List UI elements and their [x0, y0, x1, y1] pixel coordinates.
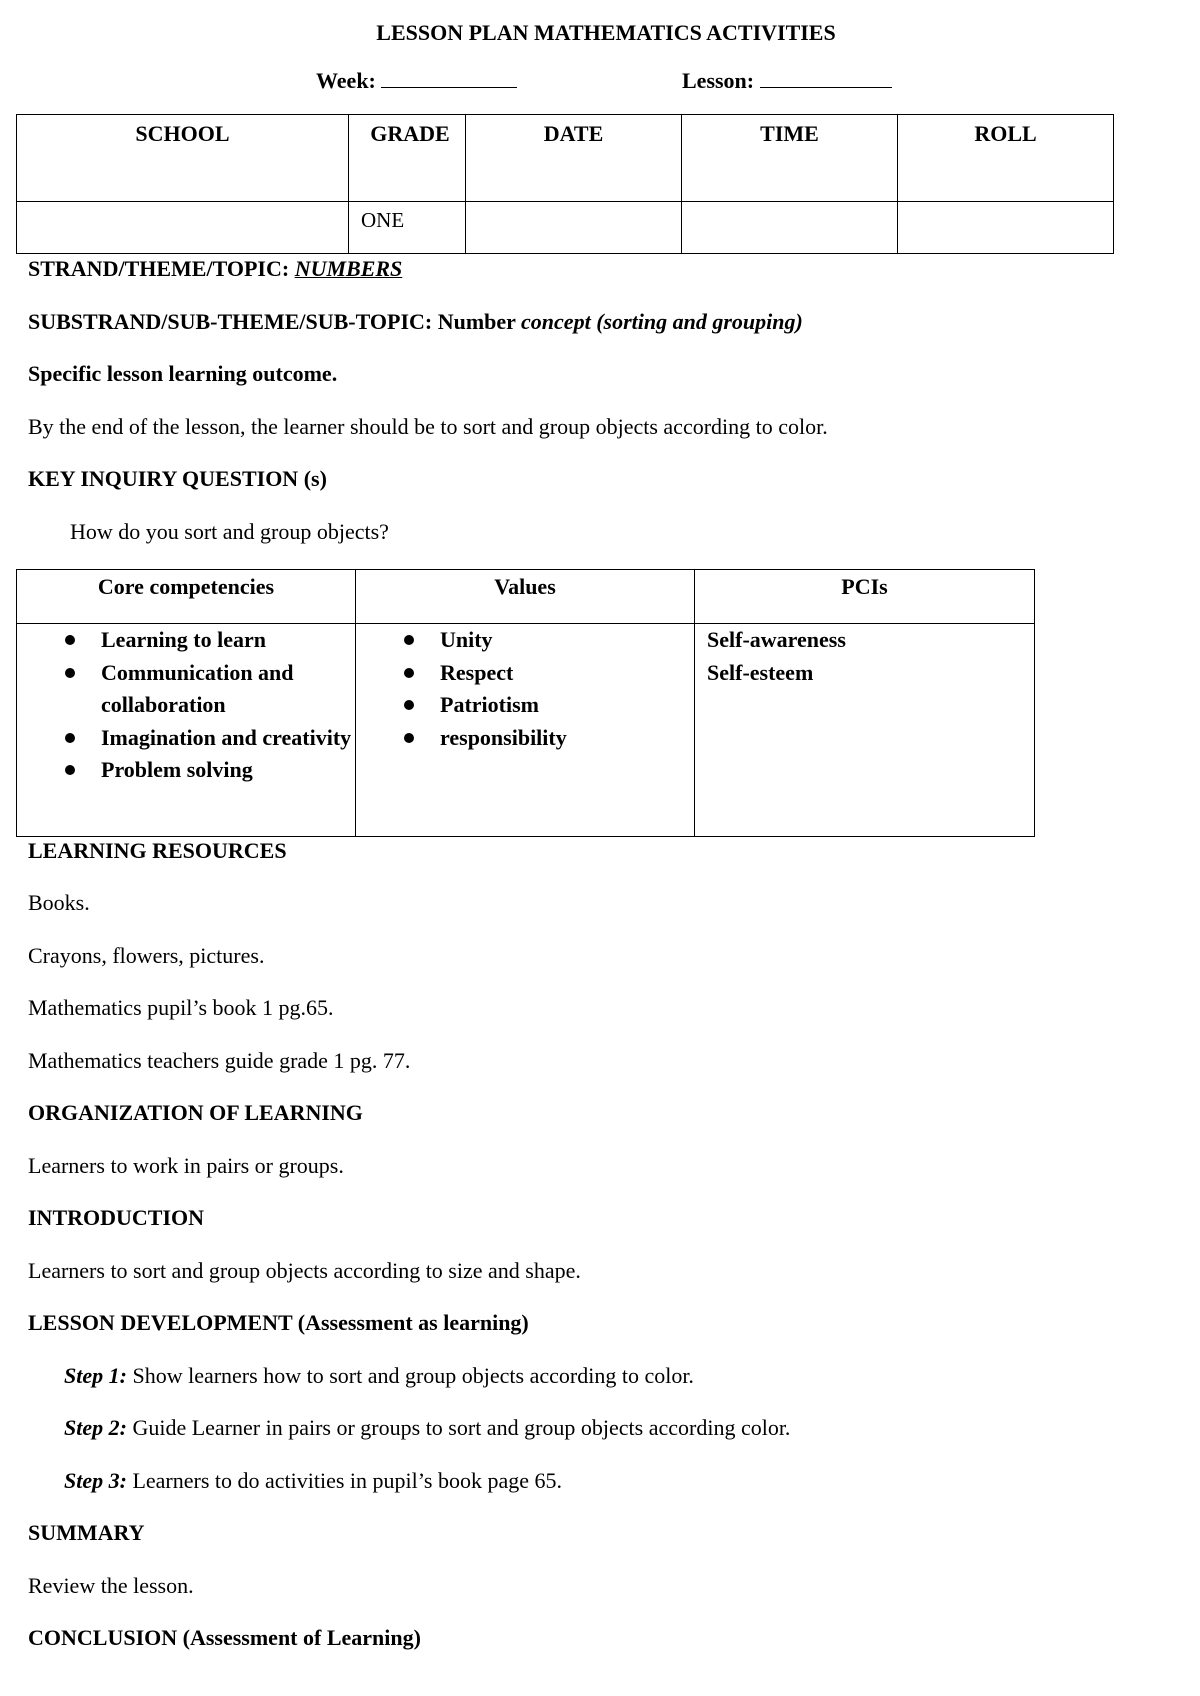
info-table	[16, 114, 1114, 254]
week-field	[316, 68, 517, 94]
value-item: Respect	[356, 657, 694, 690]
grade-cell[interactable]: ONE	[349, 202, 466, 254]
core-competency-item: Communication and collaboration	[17, 657, 355, 722]
resource-item: Books.	[28, 890, 90, 915]
time-cell[interactable]	[682, 202, 898, 254]
step-text: Guide Learner in pairs or groups to sort and group objects according color.	[126, 1415, 791, 1440]
summary-heading: SUMMARY	[28, 1520, 145, 1545]
school-cell[interactable]	[17, 202, 349, 254]
step-label: Step 2:	[64, 1415, 127, 1440]
header-date: DATE	[466, 115, 682, 202]
resource-item: Mathematics teachers guide grade 1 pg. 77.	[28, 1048, 411, 1073]
outcome-heading: Specific lesson learning outcome.	[28, 361, 338, 386]
value-item: responsibility	[356, 722, 694, 755]
organization-heading: ORGANIZATION OF LEARNING	[28, 1100, 363, 1125]
resource-item: Crayons, flowers, pictures.	[28, 943, 265, 968]
development-step	[64, 1415, 790, 1441]
inquiry-heading: KEY INQUIRY QUESTION (s)	[28, 466, 327, 491]
header-values: Values	[356, 570, 695, 624]
conclusion-heading: CONCLUSION (Assessment of Learning)	[28, 1625, 421, 1650]
header-grade: GRADE	[349, 115, 466, 202]
introduction-heading: INTRODUCTION	[28, 1205, 205, 1230]
introduction-text: Learners to sort and group objects according to size and shape.	[28, 1258, 581, 1283]
roll-cell[interactable]	[898, 202, 1114, 254]
step-label: Step 3:	[64, 1468, 127, 1493]
date-cell[interactable]	[466, 202, 682, 254]
week-label: Week:	[316, 68, 376, 93]
substrand-value: concept (sorting and grouping)	[521, 309, 803, 334]
values-list	[356, 624, 694, 754]
strand-value: NUMBERS	[294, 256, 403, 281]
step-label: Step 1:	[64, 1363, 127, 1388]
outcome-text: By the end of the lesson, the learner should be to sort and group objects according to color.	[28, 414, 828, 439]
header-core-competencies: Core competencies	[17, 570, 356, 624]
summary-text: Review the lesson.	[28, 1573, 194, 1598]
step-text: Learners to do activities in pupil’s book page 65.	[126, 1468, 562, 1493]
core-competencies-cell	[17, 624, 356, 837]
organization-text: Learners to work in pairs or groups.	[28, 1153, 344, 1178]
lesson-blank[interactable]	[760, 69, 892, 88]
value-item: Unity	[356, 624, 694, 657]
substrand-line	[28, 309, 803, 335]
values-cell	[356, 624, 695, 837]
pcis-cell	[695, 624, 1035, 837]
core-competencies-list	[17, 624, 355, 787]
competency-table	[16, 569, 1035, 837]
substrand-label: SUBSTRAND/SUB-THEME/SUB-TOPIC: Number	[28, 309, 522, 334]
core-competency-item: Imagination and creativity	[17, 722, 355, 755]
core-competency-item: Problem solving	[17, 754, 355, 787]
development-step	[64, 1468, 562, 1494]
core-competency-item: Learning to learn	[17, 624, 355, 657]
pci-item: Self-esteem	[707, 659, 814, 685]
development-step	[64, 1363, 694, 1389]
header-roll: ROLL	[898, 115, 1114, 202]
value-item: Patriotism	[356, 689, 694, 722]
inquiry-question: How do you sort and group objects?	[70, 519, 389, 544]
header-pcis: PCIs	[695, 570, 1035, 624]
lesson-label: Lesson:	[682, 68, 755, 93]
resource-item: Mathematics pupil’s book 1 pg.65.	[28, 995, 334, 1020]
page-title: LESSON PLAN MATHEMATICS ACTIVITIES	[376, 20, 836, 45]
header-time: TIME	[682, 115, 898, 202]
step-text: Show learners how to sort and group objects according to color.	[126, 1363, 694, 1388]
strand-line	[28, 256, 402, 282]
resources-heading: LEARNING RESOURCES	[28, 838, 287, 863]
week-blank[interactable]	[381, 69, 517, 88]
development-heading: LESSON DEVELOPMENT (Assessment as learning)	[28, 1310, 529, 1335]
strand-label: STRAND/THEME/TOPIC:	[28, 256, 295, 281]
pci-item: Self-awareness	[707, 627, 846, 652]
header-school: SCHOOL	[17, 115, 349, 202]
lesson-field	[682, 68, 892, 94]
